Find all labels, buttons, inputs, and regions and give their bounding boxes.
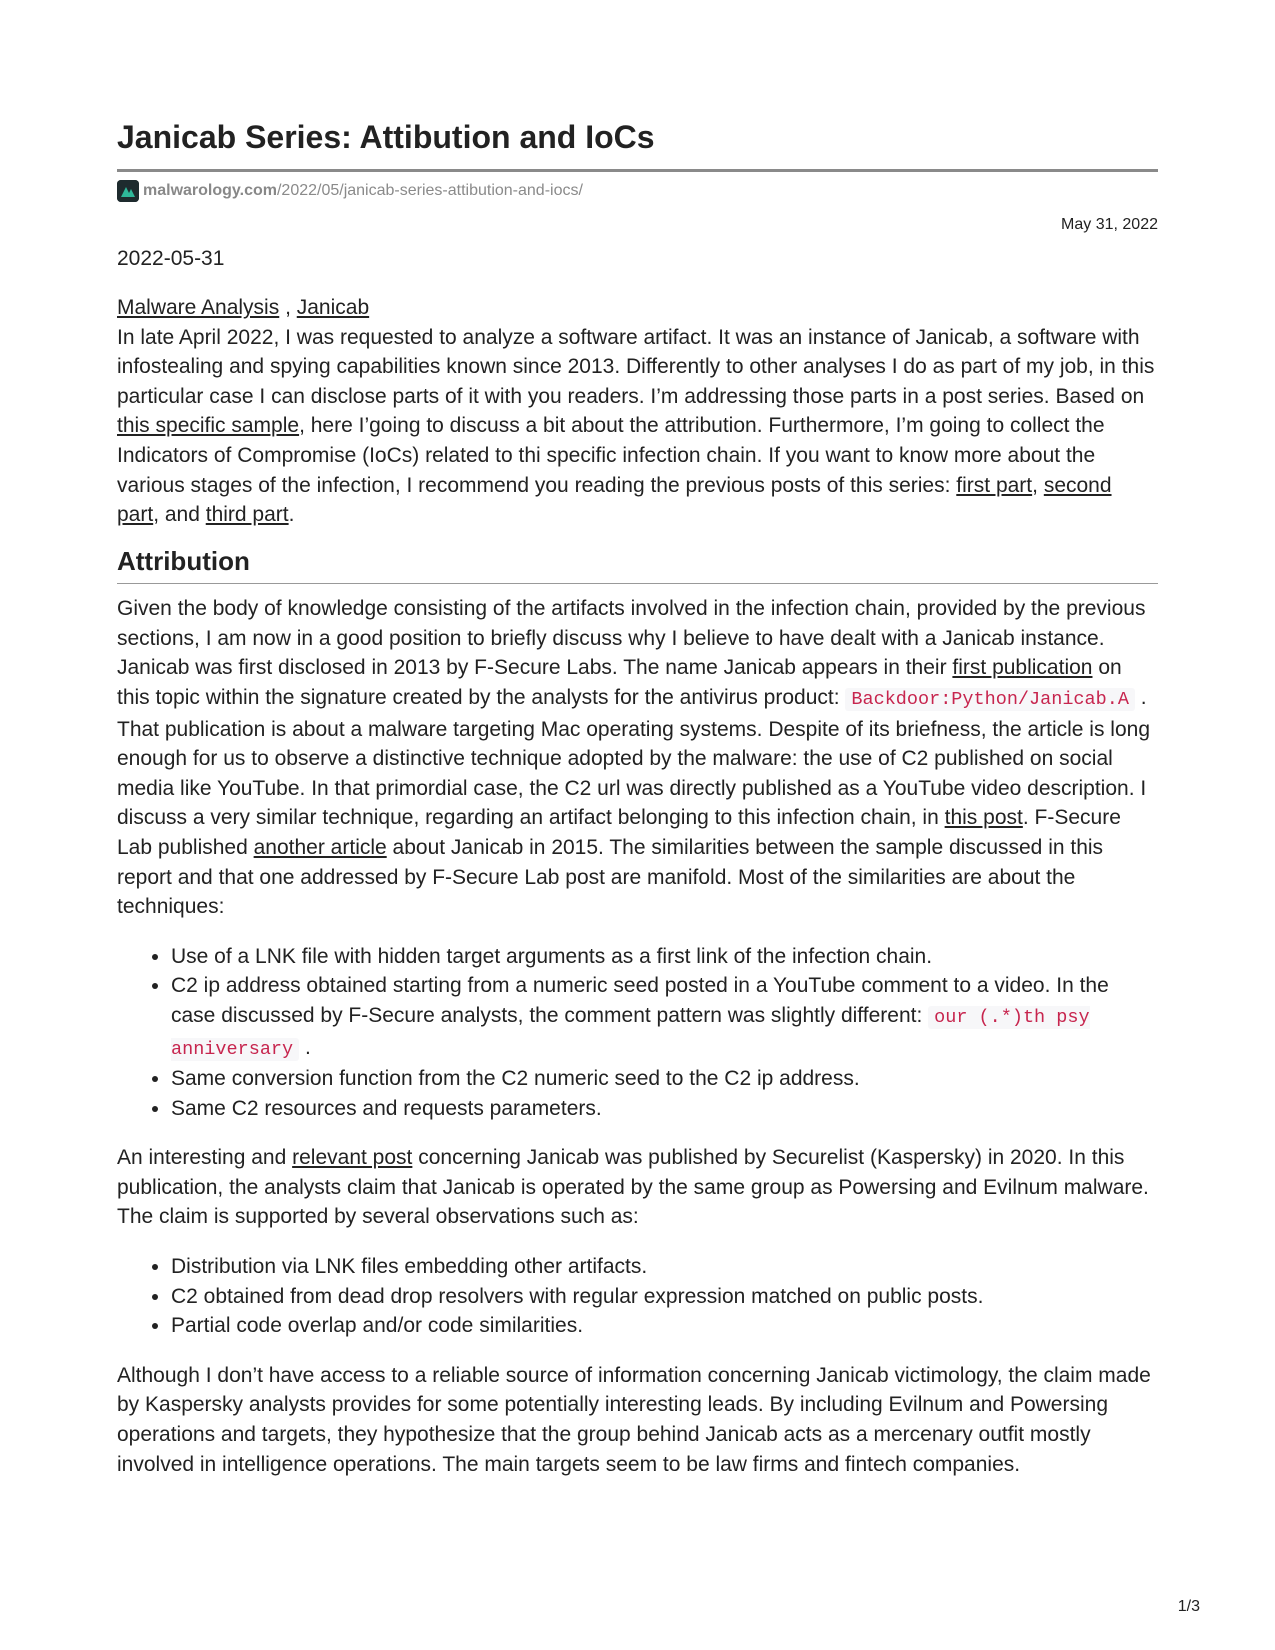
intro-text-1: In late April 2022, I was requested to analyze a software artifact. It was an instance of Janicab, a software with infostealing and spying capabilities known since 2013. Differently to other analyses I do as part of my job, in this particular case I can disclose parts of it with you readers. I’m addressing those parts in a post series. Based on: [117, 325, 1155, 408]
attr-text-5: about Janicab in 2015. The similarities between the sample discussed in this report and that one addressed by F-Secure Lab post are manifold. Most of the similarities are about the techniques:: [117, 835, 1104, 919]
list-item: • Same C2 resources and requests parameters.: [171, 1094, 1158, 1124]
attr2-text-2: concerning Janicab was published by Securelist (Kaspersky) in 2020. In this publication, the analysts claim that Janicab is operated by the same group as Powersing and Evilnum malware. The claim is supported by several observations such as:: [117, 1146, 1149, 1229]
post-date-block: [117, 244, 1158, 274]
list-item: • Use of a LNK file with hidden target arguments as a first link of the infection chain.: [171, 942, 1158, 972]
intro-text-4: , and: [153, 503, 206, 527]
list-item: • Partial code overlap and/or code similarities.: [171, 1311, 1158, 1341]
page-number: 1/3: [1177, 1598, 1200, 1615]
techniques-list: [117, 942, 1158, 1124]
heading-divider: [117, 583, 1158, 584]
source-path[interactable]: /2022/05/janicab-series-attibution-and-iocs/: [276, 182, 583, 199]
second-part-link[interactable]: second part: [117, 473, 1112, 527]
observations-list: [117, 1252, 1158, 1341]
third-part-link[interactable]: third part: [205, 503, 289, 527]
first-part-link[interactable]: first part: [956, 473, 1033, 497]
attr2-text-1: An interesting and: [117, 1146, 293, 1170]
intro-text-2: , here I’going to discuss a bit about the attribution. Furthermore, I’m going to collect the Indicators of Compromise (IoCs) related to thi specific infection chain. If you want to know more about the various stages of the infection, I recommend you reading the previous posts of this series:: [117, 414, 1105, 497]
intro-block: [117, 293, 1158, 530]
category-link-janicab[interactable]: Janicab: [296, 296, 370, 319]
attribution-paragraph-1: [117, 594, 1158, 922]
relevant-post-link[interactable]: relevant post: [292, 1146, 413, 1170]
post-date: 2022-05-31: [117, 247, 225, 270]
site-logo-icon: [117, 180, 139, 202]
intro-paragraph: [117, 323, 1158, 530]
category-links: [117, 293, 1158, 323]
list-item: • Same conversion function from the C2 numeric seed to the C2 ip address.: [171, 1064, 1158, 1094]
signature-code: Backdoor:Python/Janicab.A: [845, 688, 1135, 711]
attribution-heading: Attribution: [117, 546, 250, 576]
list-item-end: .: [299, 1035, 311, 1059]
source-domain[interactable]: malwarology.com: [143, 182, 277, 199]
sample-link[interactable]: this specific sample: [117, 414, 300, 438]
category-separator: ,: [279, 296, 297, 319]
source-line: [117, 180, 583, 202]
attribution-paragraph-2: [117, 1143, 1158, 1232]
intro-text-5: .: [288, 503, 295, 527]
attr-text-1: Given the body of knowledge consisting of the artifacts involved in the infection chain, provided by the previous sections, I am now in a good position to briefly discuss why I believe to have dealt with a Janicab instance. Janicab was first disclosed in 2013 by F-Secure Labs. The name Janicab appears in their: [117, 597, 1146, 680]
list-item-text: C2 ip address obtained starting from a numeric seed posted in a YouTube comment to a video. In the case discussed by F-Secure analysts, the comment pattern was slightly different:: [171, 974, 1109, 1027]
attr-text-3: . That publication is about a malware targeting Mac operating systems. Despite of its briefness, the article is long enough for us to observe a distinctive technique adopted by the malware: the use of C2 published on social media like YouTube. In that primordial case, the C2 url was directly published as a YouTube video description. I discuss a very similar technique, regarding an artifact belonging to this infection chain, in: [117, 685, 1151, 830]
attr-text-2: on this topic within the signature created by the analysts for the antivirus product:: [117, 656, 1122, 709]
attribution-section: [117, 546, 1158, 1479]
page-title: Janicab Series: Attibution and IoCs: [117, 119, 655, 155]
first-publication-link[interactable]: first publication: [952, 656, 1093, 680]
category-link-malware-analysis[interactable]: Malware Analysis: [117, 296, 280, 319]
title-divider: [117, 169, 1158, 172]
published-date: May 31, 2022: [1061, 216, 1158, 233]
list-item: • Distribution via LNK files embedding other artifacts.: [171, 1252, 1158, 1282]
this-post-link[interactable]: this post: [944, 806, 1023, 830]
list-item: • C2 obtained from dead drop resolvers with regular expression matched on public posts.: [171, 1282, 1158, 1312]
attr-text-4: . F-Secure Lab published: [117, 806, 1121, 859]
attribution-paragraph-3: Although I don’t have access to a reliable source of information concerning Janicab victimology, the claim made by Kaspersky analysts provides for some potentially interesting leads. By including Evilnum and Powersing operations and targets, they hypothesize that the group behind Janicab acts as a mercenary outfit mostly involved in intelligence operations. The main targets seem to be law firms and fintech companies.: [117, 1363, 1151, 1476]
another-article-link[interactable]: another article: [253, 835, 387, 859]
comment-pattern-code: our (.*)th psy anniversary: [171, 1006, 1090, 1060]
list-item: [171, 971, 1158, 1064]
intro-text-3: ,: [1032, 473, 1044, 497]
